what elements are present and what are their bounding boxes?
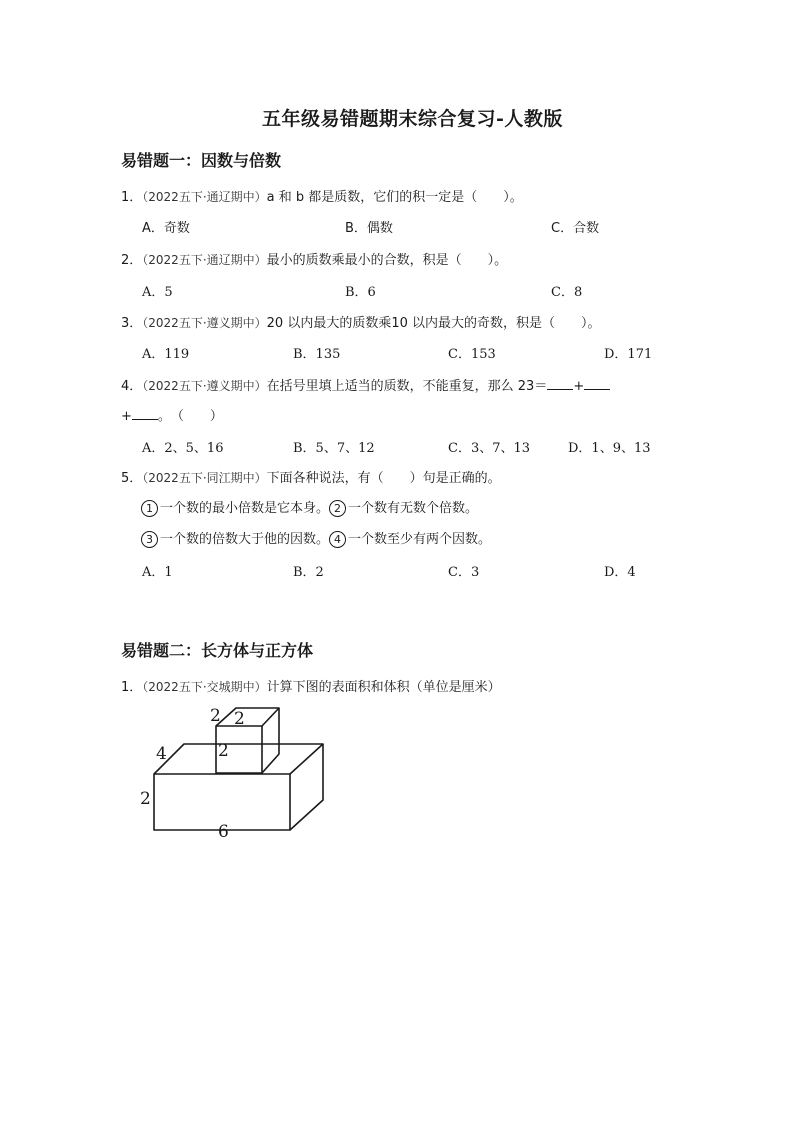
question-2 bbox=[121, 249, 507, 268]
question-stem: 20 以内最大的质数乘10 以内最大的奇数，积是（ ）。 bbox=[266, 316, 601, 331]
q1-option-a: A．奇数 bbox=[142, 221, 190, 236]
q1-option-c: C．合数 bbox=[551, 221, 600, 236]
q4-option-d: D．1、9、13 bbox=[568, 441, 651, 456]
statements-row-1 bbox=[141, 497, 478, 517]
cuboid-figure bbox=[138, 702, 338, 842]
q3-option-d: D．171 bbox=[604, 347, 653, 362]
statement-text: 一个数的最小倍数是它本身。 bbox=[160, 501, 330, 516]
q5-option-c: C．3 bbox=[448, 565, 480, 580]
q4-option-c: C．3、7、13 bbox=[448, 441, 531, 456]
question-stem: 最小的质数乘最小的合数，积是（ ）。 bbox=[266, 253, 508, 268]
label-cube-depth: 2 bbox=[210, 706, 221, 726]
label-cube-height: 2 bbox=[218, 741, 229, 761]
q2-option-c: C．8 bbox=[551, 285, 583, 300]
label-cube-width: 2 bbox=[234, 709, 245, 729]
question-source: （2022五下·通辽期中） bbox=[142, 253, 267, 267]
q1-option-b: B．偶数 bbox=[345, 221, 393, 236]
statement-text: 一个数有无数个倍数。 bbox=[348, 501, 479, 516]
q3-option-c: C．153 bbox=[448, 347, 496, 362]
circled-number: 2 bbox=[329, 500, 346, 517]
question-stem-end: 。 （ ） bbox=[157, 409, 223, 424]
label-box-length: 6 bbox=[218, 822, 229, 842]
question-source: （2022五下·遵义期中） bbox=[142, 379, 267, 393]
circled-number: 1 bbox=[141, 500, 158, 517]
question-4 bbox=[121, 375, 610, 394]
statement-text: 一个数的倍数大于他的因数。 bbox=[160, 532, 330, 547]
answer-blank[interactable] bbox=[547, 377, 573, 390]
question-number: 3． bbox=[121, 316, 143, 331]
section1-heading: 易错题一：因数与倍数 bbox=[121, 151, 282, 170]
cube-top-edges bbox=[216, 708, 279, 726]
q4-option-b: B．5、7、12 bbox=[293, 441, 375, 456]
question-source: （2022五下·通辽期中） bbox=[142, 190, 267, 204]
answer-blank[interactable] bbox=[584, 377, 610, 390]
question-stem: 计算下图的表面积和体积（单位是厘米） bbox=[266, 680, 501, 695]
question-stem: 在括号里填上适当的质数，不能重复，那么 23＝ bbox=[266, 379, 548, 394]
question-3 bbox=[121, 312, 601, 331]
q3-option-b: B．135 bbox=[293, 347, 341, 362]
circled-number: 4 bbox=[329, 531, 346, 548]
circled-number: 3 bbox=[141, 531, 158, 548]
page-title: 五年级易错题期末综合复习-人教版 bbox=[262, 108, 563, 130]
question-1 bbox=[121, 186, 523, 205]
label-box-depth: 4 bbox=[156, 744, 167, 764]
answer-blank[interactable] bbox=[132, 407, 158, 420]
box-right-edges bbox=[290, 744, 323, 830]
question-4-continued bbox=[121, 405, 223, 424]
statement-text: 一个数至少有两个因数。 bbox=[348, 532, 492, 547]
plus-sign: + bbox=[573, 379, 585, 394]
q2-option-a: A．5 bbox=[142, 285, 173, 300]
question-stem: 下面各种说法，有（ ）句是正确的。 bbox=[266, 471, 501, 486]
q5-option-a: A．1 bbox=[142, 565, 173, 580]
box-top-edges bbox=[154, 744, 323, 774]
q3-option-a: A．119 bbox=[142, 347, 190, 362]
label-box-height: 2 bbox=[140, 789, 151, 809]
question-number: 1． bbox=[121, 680, 143, 695]
question-source: （2022五下·同江期中） bbox=[142, 471, 267, 485]
q5-option-d: D．4 bbox=[604, 565, 636, 580]
q5-option-b: B．2 bbox=[293, 565, 324, 580]
question-stem: a 和 b 都是质数，它们的积一定是（ ）。 bbox=[266, 190, 523, 205]
section2-heading: 易错题二：长方体与正方体 bbox=[121, 641, 314, 660]
question-source: （2022五下·交城期中） bbox=[142, 680, 267, 694]
statements-row-2 bbox=[141, 528, 491, 548]
q2-option-b: B．6 bbox=[345, 285, 376, 300]
section2-question-1 bbox=[121, 676, 501, 695]
question-number: 2． bbox=[121, 253, 143, 268]
plus-sign: + bbox=[121, 409, 132, 424]
question-number: 4． bbox=[121, 379, 143, 394]
question-source: （2022五下·遵义期中） bbox=[142, 316, 267, 330]
q4-option-a: A．2、5、16 bbox=[142, 441, 224, 456]
question-5 bbox=[121, 467, 501, 486]
question-number: 5． bbox=[121, 471, 143, 486]
question-number: 1． bbox=[121, 190, 143, 205]
